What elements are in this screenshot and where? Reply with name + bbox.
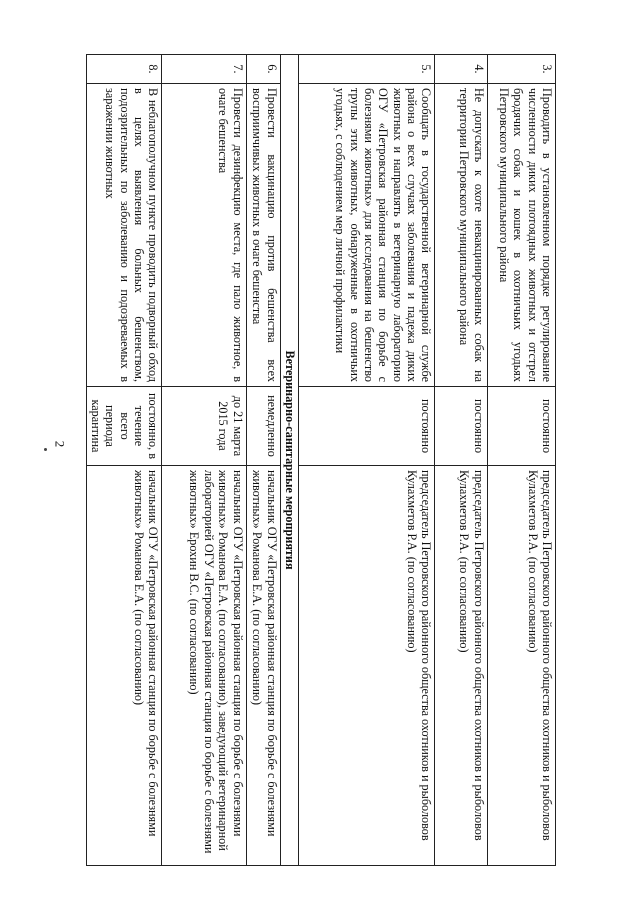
row-term: до 21 марта 2015 года (162, 387, 246, 466)
row-action: Не допускать к охоте невакцинированных собак на территории Петровского муниципального района (435, 84, 487, 387)
table-row (87, 55, 162, 866)
row-responsible: начальник ОГУ «Петровская районная станция по борьбе с болезнями животных» Романова Е.А. (по согласованию) (87, 466, 162, 866)
row-number: 8. (87, 55, 162, 84)
row-number: 5. (298, 55, 435, 84)
row-number: 4. (435, 55, 487, 84)
page-number: 2 (52, 440, 68, 448)
row-term: постоянно (298, 387, 435, 466)
row-action: Сообщать в государственной ветеринарной службе района о всех случаях заболевания и падежа диких животных и направлять в ветеринарную лабораторию ОГУ «Петровская районная станция по борьбе с болезнями животных» для исследования на бешенство трупы этих животных, обнаруженные в охотничьих угодьях, с соблюдением мер личной профилактики (298, 84, 435, 387)
table-row (435, 55, 487, 866)
section-row (280, 55, 298, 866)
table-row (246, 55, 280, 866)
section-title: Ветеринарно-санитарные мероприятия (280, 55, 298, 866)
row-responsible: начальник ОГУ «Петровская районная станция по борьбе с болезнями животных» Романова Е.А. (по согласованию) (246, 466, 280, 866)
row-action: Проводить в установленном порядке регулирование численности диких плотоядных животных и отстрел бродячих собак и кошек в охотничьих угодьях Петровского муниципального района (487, 84, 555, 387)
row-number: 3. (487, 55, 555, 84)
row-term: постоянно (435, 387, 487, 466)
row-responsible: председатель Петровского районного общества охотников и рыболовов Кулахметов Р.А. (по согласованию) (435, 466, 487, 866)
row-responsible: начальник ОГУ «Петровская районная станция по борьбе с болезнями животных» Романова Е.А. (по согласованию), заведующий ветеринарной лабораторией ОГУ «Петровская районная станция по борьбе с болезнями животных» Ерохин В.С. (по согласованию) (162, 466, 246, 866)
row-responsible: председатель Петровского районного общества охотников и рыболовов Кулахметов Р.А. (по согласованию) (487, 466, 555, 866)
row-term: постоянно (487, 387, 555, 466)
row-number: 6. (246, 55, 280, 84)
table-row (298, 55, 435, 866)
table-row (487, 55, 555, 866)
row-action: В неблагополучном пункте проводить подворный обход в целях выявления больных бешенством, подозрительных по заболеванию и подозреваемых в заражении животных (87, 84, 162, 387)
row-number: 7. (162, 55, 246, 84)
measures-table (86, 54, 556, 866)
row-action: Провести дезинфекцию места, где пало животное, в очаге бешенства (162, 84, 246, 387)
row-responsible: председатель Петровского районного общества охотников и рыболовов Кулахметов Р.А. (по согласованию) (298, 466, 435, 866)
row-action: Провести вакцинацию против бешенства всех восприимчивых животных в очаге бешенства (246, 84, 280, 387)
row-term: немедленно (246, 387, 280, 466)
row-term: постоянно, в течение всего периода карантина (87, 387, 162, 466)
table-row (162, 55, 246, 866)
